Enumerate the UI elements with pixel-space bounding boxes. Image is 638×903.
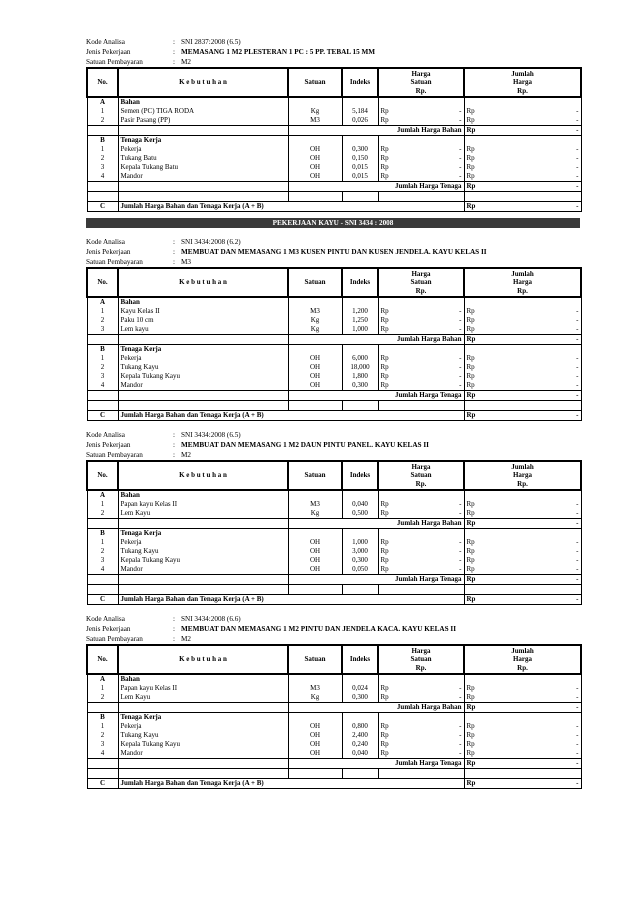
item-no: 2 — [87, 154, 118, 163]
jumlah-harga-cell: Rp - — [464, 381, 581, 391]
table-row — [87, 163, 581, 172]
harga-satuan-cell: Rp - — [378, 145, 464, 154]
table-row — [87, 107, 581, 116]
total-value: Rp - — [464, 411, 581, 421]
jumlah-harga-cell: Rp - — [464, 556, 581, 565]
item-no: 2 — [87, 509, 118, 519]
table-row — [87, 565, 581, 575]
table-row — [87, 363, 581, 372]
col-kebutuhan: K e b u t u h a n — [118, 645, 288, 674]
section-b-row: B Tenaga Kerja — [87, 529, 581, 539]
item-unit: OH — [288, 372, 342, 381]
section-title: Tenaga Kerja — [118, 713, 288, 723]
harga-satuan-cell: Rp - — [378, 372, 464, 381]
harga-satuan-cell: Rp - — [378, 684, 464, 693]
harga-satuan-cell: Rp - — [378, 731, 464, 740]
col-jumlah-harga: Jumlah Harga Rp. — [464, 68, 581, 97]
section-b-row: B Tenaga Kerja — [87, 136, 581, 146]
jumlah-harga-cell: Rp - — [464, 307, 581, 316]
section-banner: PEKERJAAN KAYU - SNI 3434 : 2008 — [86, 218, 580, 228]
analysis-meta: Kode Analisa : SNI 2837:2008 (6.5) Jenis Pekerjaan : MEMASANG 1 M2 PLESTERAN 1 PC : 5 PP. TEBAL 15 MM Satuan Pembayaran : M2 — [86, 37, 580, 67]
section-a-row: A Bahan — [87, 297, 581, 307]
item-no: 3 — [87, 556, 118, 565]
item-unit: OH — [288, 381, 342, 391]
jumlah-harga-cell: Rp - — [464, 154, 581, 163]
item-name: Kepala Tukang Kayu — [118, 372, 288, 381]
section-title: Bahan — [118, 490, 288, 500]
jumlah-harga-cell: Rp - — [464, 107, 581, 116]
item-name: Pekerja — [118, 538, 288, 547]
item-no: 3 — [87, 163, 118, 172]
col-jumlah-harga: Jumlah Harga Rp. — [464, 268, 581, 297]
item-unit: OH — [288, 740, 342, 749]
item-index: 1,000 — [342, 325, 378, 335]
jenis-value: MEMASANG 1 M2 PLESTERAN 1 PC : 5 PP. TEBAL 15 MM — [181, 48, 376, 56]
col-satuan: Satuan — [288, 645, 342, 674]
col-satuan: Satuan — [288, 268, 342, 297]
subtotal-label: Jumlah Harga Tenaga — [288, 391, 464, 401]
item-no: 1 — [87, 684, 118, 693]
table-row — [87, 693, 581, 703]
subtotal-value: Rp - — [464, 391, 581, 401]
total-value: Rp - — [464, 595, 581, 605]
jumlah-harga-cell: Rp - — [464, 354, 581, 363]
analysis-table — [86, 67, 582, 212]
jumlah-harga-cell: Rp - — [464, 116, 581, 126]
analysis-table — [86, 460, 582, 605]
subtotal-value: Rp - — [464, 126, 581, 136]
harga-satuan-cell: Rp - — [378, 354, 464, 363]
jumlah-harga-cell: Rp - — [464, 722, 581, 731]
analysis-block — [86, 237, 580, 421]
harga-satuan-cell: Rp - — [378, 749, 464, 759]
harga-satuan-cell: Rp - — [378, 547, 464, 556]
analysis-meta: Kode Analisa : SNI 3434:2008 (6.6) Jenis Pekerjaan : MEMBUAT DAN MEMASANG 1 M2 PINTU DAN JENDELA KACA. KAYU KELAS II Satuan Pembayaran : M2 — [86, 614, 580, 644]
harga-satuan-cell: Rp - — [378, 325, 464, 335]
item-name: Tukang Kayu — [118, 731, 288, 740]
harga-satuan-cell: Rp - — [378, 381, 464, 391]
section-title: Tenaga Kerja — [118, 136, 288, 146]
col-kebutuhan: K e b u t u h a n — [118, 268, 288, 297]
table-row — [87, 372, 581, 381]
satuan-label: Satuan Pembayaran — [86, 258, 143, 266]
jumlah-harga-cell: Rp - — [464, 547, 581, 556]
jumlah-harga-cell: Rp - — [464, 316, 581, 325]
item-name: Mandor — [118, 172, 288, 182]
item-index: 3,000 — [342, 547, 378, 556]
item-index: 0,024 — [342, 684, 378, 693]
item-name: Kepala Tukang Batu — [118, 163, 288, 172]
item-index: 0,040 — [342, 500, 378, 509]
item-index: 5,184 — [342, 107, 378, 116]
jumlah-harga-cell: Rp - — [464, 509, 581, 519]
item-no: 4 — [87, 172, 118, 182]
subtotal-row — [87, 126, 581, 136]
total-value: Rp - — [464, 202, 581, 212]
jumlah-harga-cell: Rp - — [464, 749, 581, 759]
section-a-row: A Bahan — [87, 490, 581, 500]
item-no: 3 — [87, 372, 118, 381]
jumlah-harga-cell: Rp - — [464, 693, 581, 703]
item-name: Kepala Tukang Kayu — [118, 556, 288, 565]
subtotal-value: Rp - — [464, 335, 581, 345]
item-unit: OH — [288, 163, 342, 172]
section-title: Bahan — [118, 97, 288, 107]
table-row — [87, 154, 581, 163]
kode-value: SNI 3434:2008 (6.2) — [181, 238, 241, 246]
kode-label: Kode Analisa — [86, 238, 125, 246]
table-row — [87, 749, 581, 759]
subtotal-row — [87, 703, 581, 713]
item-no: 1 — [87, 354, 118, 363]
item-index: 0,240 — [342, 740, 378, 749]
item-index: 0,300 — [342, 556, 378, 565]
col-harga-satuan: Harga Satuan Rp. — [378, 645, 464, 674]
kode-label: Kode Analisa — [86, 38, 125, 46]
item-unit: M3 — [288, 116, 342, 126]
kode-label: Kode Analisa — [86, 615, 125, 623]
analysis-block — [86, 614, 580, 789]
item-index: 0,150 — [342, 154, 378, 163]
item-no: 2 — [87, 363, 118, 372]
subtotal-value: Rp - — [464, 575, 581, 585]
table-header — [87, 461, 581, 490]
item-name: Mandor — [118, 381, 288, 391]
section-b-row: B Tenaga Kerja — [87, 345, 581, 355]
item-unit: OH — [288, 363, 342, 372]
jenis-label: Jenis Pekerjaan — [86, 248, 131, 256]
table-row — [87, 684, 581, 693]
section-a-row: A Bahan — [87, 674, 581, 684]
table-row — [87, 722, 581, 731]
col-harga-satuan: Harga Satuan Rp. — [378, 68, 464, 97]
col-kebutuhan: K e b u t u h a n — [118, 68, 288, 97]
item-unit: Kg — [288, 316, 342, 325]
item-no: 1 — [87, 307, 118, 316]
item-index: 0,300 — [342, 381, 378, 391]
section-title: Tenaga Kerja — [118, 529, 288, 539]
satuan-value: M2 — [181, 58, 191, 66]
satuan-value: M2 — [181, 635, 191, 643]
item-name: Papan kayu Kelas II — [118, 684, 288, 693]
subtotal-row — [87, 335, 581, 345]
item-unit: Kg — [288, 693, 342, 703]
item-unit: OH — [288, 547, 342, 556]
item-name: Pekerja — [118, 722, 288, 731]
item-index: 2,400 — [342, 731, 378, 740]
document-page — [86, 37, 580, 798]
item-index: 6,000 — [342, 354, 378, 363]
section-title: Bahan — [118, 674, 288, 684]
item-index: 1,800 — [342, 372, 378, 381]
subtotal-label: Jumlah Harga Bahan — [288, 703, 464, 713]
table-row — [87, 538, 581, 547]
harga-satuan-cell: Rp - — [378, 500, 464, 509]
jumlah-harga-cell: Rp - — [464, 172, 581, 182]
col-satuan: Satuan — [288, 68, 342, 97]
item-no: 4 — [87, 565, 118, 575]
table-row — [87, 307, 581, 316]
satuan-label: Satuan Pembayaran — [86, 635, 143, 643]
item-unit: OH — [288, 731, 342, 740]
item-index: 18,000 — [342, 363, 378, 372]
col-harga-satuan: Harga Satuan Rp. — [378, 268, 464, 297]
item-name: Tukang Batu — [118, 154, 288, 163]
col-no: No. — [87, 268, 118, 297]
item-unit: OH — [288, 565, 342, 575]
col-satuan: Satuan — [288, 461, 342, 490]
table-row — [87, 172, 581, 182]
jumlah-harga-cell: Rp - — [464, 145, 581, 154]
total-value: Rp - — [464, 779, 581, 789]
harga-satuan-cell: Rp - — [378, 565, 464, 575]
item-no: 4 — [87, 749, 118, 759]
item-no: 2 — [87, 116, 118, 126]
analysis-meta: Kode Analisa : SNI 3434:2008 (6.5) Jenis Pekerjaan : MEMBUAT DAN MEMASANG 1 M2 DAUN PINTU PANEL. KAYU KELAS II Satuan Pembayaran : M2 — [86, 430, 580, 460]
item-name: Semen (PC) TIGA RODA — [118, 107, 288, 116]
item-index: 0,300 — [342, 693, 378, 703]
item-name: Mandor — [118, 565, 288, 575]
item-name: Pasir Pasang (PP) — [118, 116, 288, 126]
table-header — [87, 268, 581, 297]
item-no: 1 — [87, 107, 118, 116]
table-header — [87, 645, 581, 674]
kode-value: SNI 2837:2008 (6.5) — [181, 38, 241, 46]
item-name: Tukang Kayu — [118, 363, 288, 372]
analysis-block — [86, 430, 580, 605]
harga-satuan-cell: Rp - — [378, 316, 464, 325]
satuan-value: M2 — [181, 451, 191, 459]
table-row — [87, 325, 581, 335]
item-name: Paku 10 cm — [118, 316, 288, 325]
total-label: Jumlah Harga Bahan dan Tenaga Kerja (A + B) — [118, 411, 464, 421]
total-label: Jumlah Harga Bahan dan Tenaga Kerja (A + B) — [118, 779, 464, 789]
item-index: 1,250 — [342, 316, 378, 325]
col-no: No. — [87, 68, 118, 97]
section-b-row: B Tenaga Kerja — [87, 713, 581, 723]
col-indeks: Indeks — [342, 645, 378, 674]
item-no: 2 — [87, 547, 118, 556]
item-no: 4 — [87, 381, 118, 391]
item-unit: OH — [288, 749, 342, 759]
satuan-label: Satuan Pembayaran — [86, 58, 143, 66]
satuan-value: M3 — [181, 258, 191, 266]
item-name: Lem Kayu — [118, 509, 288, 519]
item-unit: M3 — [288, 307, 342, 316]
jenis-label: Jenis Pekerjaan — [86, 625, 131, 633]
col-indeks: Indeks — [342, 461, 378, 490]
analysis-meta: Kode Analisa : SNI 3434:2008 (6.2) Jenis Pekerjaan : MEMBUAT DAN MEMASANG 1 M3 KUSEN PINTU DAN KUSEN JENDELA. KAYU KELAS II Satuan Pembayaran : M3 — [86, 237, 580, 267]
section-title: Tenaga Kerja — [118, 345, 288, 355]
subtotal-value: Rp - — [464, 703, 581, 713]
item-index: 0,040 — [342, 749, 378, 759]
item-no: 1 — [87, 145, 118, 154]
table-row — [87, 556, 581, 565]
jumlah-harga-cell: Rp - — [464, 565, 581, 575]
jenis-value: MEMBUAT DAN MEMASANG 1 M3 KUSEN PINTU DAN KUSEN JENDELA. KAYU KELAS II — [181, 248, 487, 256]
harga-satuan-cell: Rp - — [378, 163, 464, 172]
harga-satuan-cell: Rp - — [378, 740, 464, 749]
jumlah-harga-cell: Rp - — [464, 363, 581, 372]
satuan-label: Satuan Pembayaran — [86, 451, 143, 459]
table-row — [87, 145, 581, 154]
col-harga-satuan: Harga Satuan Rp. — [378, 461, 464, 490]
harga-satuan-cell: Rp - — [378, 107, 464, 116]
jumlah-harga-cell: Rp - — [464, 500, 581, 509]
item-index: 1,000 — [342, 538, 378, 547]
subtotal-label: Jumlah Harga Bahan — [288, 126, 464, 136]
jumlah-harga-cell: Rp - — [464, 163, 581, 172]
item-unit: OH — [288, 556, 342, 565]
jumlah-harga-cell: Rp - — [464, 684, 581, 693]
item-index: 0,500 — [342, 509, 378, 519]
harga-satuan-cell: Rp - — [378, 363, 464, 372]
item-index: 0,800 — [342, 722, 378, 731]
table-row — [87, 731, 581, 740]
item-index: 0,300 — [342, 145, 378, 154]
item-no: 2 — [87, 731, 118, 740]
item-no: 1 — [87, 722, 118, 731]
subtotal-value: Rp - — [464, 182, 581, 192]
item-name: Kepala Tukang Kayu — [118, 740, 288, 749]
total-row: C Jumlah Harga Bahan dan Tenaga Kerja (A + B) Rp - — [87, 595, 581, 605]
harga-satuan-cell: Rp - — [378, 154, 464, 163]
col-no: No. — [87, 645, 118, 674]
item-no: 3 — [87, 740, 118, 749]
item-name: Lem Kayu — [118, 693, 288, 703]
col-indeks: Indeks — [342, 68, 378, 97]
subtotal-label: Jumlah Harga Bahan — [288, 335, 464, 345]
item-index: 0,026 — [342, 116, 378, 126]
item-unit: OH — [288, 172, 342, 182]
jumlah-harga-cell: Rp - — [464, 538, 581, 547]
item-no: 1 — [87, 538, 118, 547]
harga-satuan-cell: Rp - — [378, 116, 464, 126]
table-row — [87, 547, 581, 556]
subtotal-row — [87, 391, 581, 401]
section-title: Bahan — [118, 297, 288, 307]
kode-value: SNI 3434:2008 (6.6) — [181, 615, 241, 623]
item-name: Mandor — [118, 749, 288, 759]
item-index: 0,050 — [342, 565, 378, 575]
harga-satuan-cell: Rp - — [378, 509, 464, 519]
subtotal-row — [87, 759, 581, 769]
harga-satuan-cell: Rp - — [378, 693, 464, 703]
subtotal-label: Jumlah Harga Tenaga — [288, 575, 464, 585]
total-label: Jumlah Harga Bahan dan Tenaga Kerja (A + B) — [118, 595, 464, 605]
item-name: Papan kayu Kelas II — [118, 500, 288, 509]
subtotal-label: Jumlah Harga Tenaga — [288, 759, 464, 769]
jumlah-harga-cell: Rp - — [464, 372, 581, 381]
col-no: No. — [87, 461, 118, 490]
subtotal-row — [87, 182, 581, 192]
harga-satuan-cell: Rp - — [378, 538, 464, 547]
item-unit: OH — [288, 722, 342, 731]
total-row: C Jumlah Harga Bahan dan Tenaga Kerja (A + B) Rp - — [87, 202, 581, 212]
item-name: Lem kayu — [118, 325, 288, 335]
subtotal-row — [87, 575, 581, 585]
kode-label: Kode Analisa — [86, 431, 125, 439]
table-row — [87, 500, 581, 509]
item-no: 2 — [87, 693, 118, 703]
total-row: C Jumlah Harga Bahan dan Tenaga Kerja (A + B) Rp - — [87, 411, 581, 421]
analysis-table — [86, 644, 582, 789]
table-row — [87, 116, 581, 126]
table-row — [87, 316, 581, 325]
table-row — [87, 740, 581, 749]
jumlah-harga-cell: Rp - — [464, 731, 581, 740]
subtotal-value: Rp - — [464, 519, 581, 529]
item-name: Pekerja — [118, 354, 288, 363]
item-unit: Kg — [288, 509, 342, 519]
jumlah-harga-cell: Rp - — [464, 325, 581, 335]
jenis-value: MEMBUAT DAN MEMASANG 1 M2 DAUN PINTU PANEL. KAYU KELAS II — [181, 441, 429, 449]
total-label: Jumlah Harga Bahan dan Tenaga Kerja (A + B) — [118, 202, 464, 212]
col-kebutuhan: K e b u t u h a n — [118, 461, 288, 490]
item-name: Tukang Kayu — [118, 547, 288, 556]
item-index: 0,015 — [342, 172, 378, 182]
item-unit: Kg — [288, 107, 342, 116]
table-row — [87, 509, 581, 519]
total-row: C Jumlah Harga Bahan dan Tenaga Kerja (A + B) Rp - — [87, 779, 581, 789]
subtotal-row — [87, 519, 581, 529]
jenis-label: Jenis Pekerjaan — [86, 441, 131, 449]
item-name: Pekerja — [118, 145, 288, 154]
table-row — [87, 354, 581, 363]
item-unit: OH — [288, 354, 342, 363]
item-no: 1 — [87, 500, 118, 509]
jenis-value: MEMBUAT DAN MEMASANG 1 M2 PINTU DAN JENDELA KACA. KAYU KELAS II — [181, 625, 457, 633]
item-index: 0,015 — [342, 163, 378, 172]
subtotal-label: Jumlah Harga Bahan — [288, 519, 464, 529]
table-header — [87, 68, 581, 97]
item-unit: OH — [288, 538, 342, 547]
kode-value: SNI 3434:2008 (6.5) — [181, 431, 241, 439]
section-a-row: A Bahan — [87, 97, 581, 107]
harga-satuan-cell: Rp - — [378, 556, 464, 565]
subtotal-label: Jumlah Harga Tenaga — [288, 182, 464, 192]
item-no: 3 — [87, 325, 118, 335]
item-index: 1,200 — [342, 307, 378, 316]
jenis-label: Jenis Pekerjaan — [86, 48, 131, 56]
item-name: Kayu Kelas II — [118, 307, 288, 316]
item-no: 2 — [87, 316, 118, 325]
table-row — [87, 381, 581, 391]
item-unit: OH — [288, 154, 342, 163]
harga-satuan-cell: Rp - — [378, 172, 464, 182]
item-unit: OH — [288, 145, 342, 154]
analysis-table — [86, 267, 582, 421]
analysis-block — [86, 37, 580, 228]
col-jumlah-harga: Jumlah Harga Rp. — [464, 645, 581, 674]
item-unit: M3 — [288, 500, 342, 509]
col-indeks: Indeks — [342, 268, 378, 297]
subtotal-value: Rp - — [464, 759, 581, 769]
harga-satuan-cell: Rp - — [378, 307, 464, 316]
jumlah-harga-cell: Rp - — [464, 740, 581, 749]
col-jumlah-harga: Jumlah Harga Rp. — [464, 461, 581, 490]
harga-satuan-cell: Rp - — [378, 722, 464, 731]
item-unit: M3 — [288, 684, 342, 693]
item-unit: Kg — [288, 325, 342, 335]
